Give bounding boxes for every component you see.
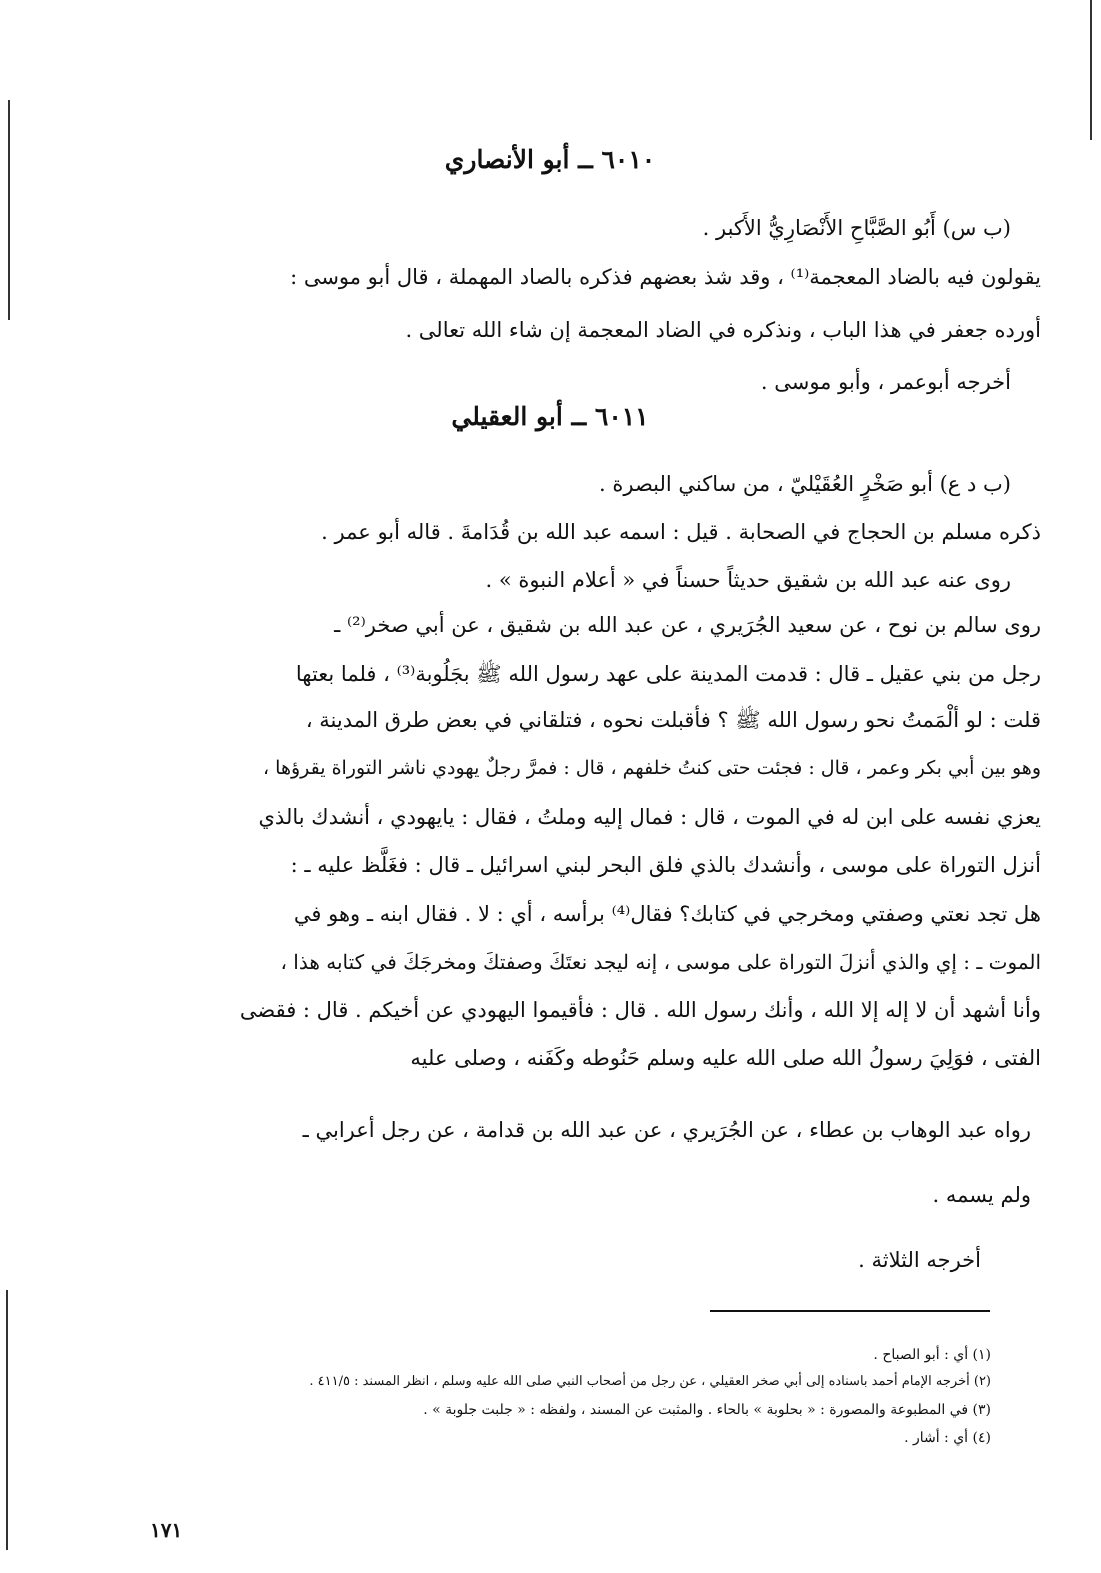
footnote: (٣) في المطبوعة والمصورة : « بحلوبة » بالحاء . والمثبت عن المسند ، ولفظه : « جلبت جلوبة » . — [423, 1402, 991, 1418]
entry-line: روى سالم بن نوح ، عن سعيد الجُرَيري ، عن عبد الله بن شقيق ، عن أبي صخر⁽²⁾ ـ — [334, 613, 1041, 637]
entry-line: قلت : لو ألْمَمتُ نحو رسول الله ﷺ ؟ فأقبلت نحوه ، فتلقاني في بعض طرق المدينة ، — [305, 708, 1041, 732]
entry-line: روى عنه عبد الله بن شقيق حديثاً حسناً في « أعلام النبوة » . — [485, 568, 1011, 592]
entry-line: يقولون فيه بالضاد المعجمة⁽¹⁾ ، وقد شذ بعضهم فذكره بالصاد المهملة ، قال أبو موسى : — [290, 265, 1041, 289]
entry-heading: ٦٠١٠ ــ أبو الأنصاري — [444, 145, 656, 174]
footnote-divider — [710, 1310, 990, 1312]
entry-heading: ٦٠١١ ــ أبو العقيلي — [451, 402, 649, 431]
entry-line: وهو بين أبي بكر وعمر ، قال : فجئت حتى كنتُ خلفهم ، قال : فمرَّ رجلٌ يهودي ناشر التوراة يقرؤها ، — [263, 757, 1041, 779]
entry-line: ذكره مسلم بن الحجاج في الصحابة . قيل : اسمه عبد الله بن قُدَامةَ . قاله أبو عمر . — [321, 520, 1041, 544]
entry-line: (ب س) أَبُو الصَّبَّاحِ الأَنْصَارِيُّ الأَكبر . — [702, 216, 1011, 240]
entry-line: وأنا أشهد أن لا إله إلا الله ، وأنك رسول الله . قال : فأقيموا اليهودي عن أخيكم . قال : فقضى — [239, 998, 1041, 1022]
scan-edge-right — [1090, 0, 1092, 140]
footnote: (١) أي : أبو الصباح . — [873, 1347, 991, 1363]
entry-line: رجل من بني عقيل ـ قال : قدمت المدينة على عهد رسول الله ﷺ بجَلُوبة⁽³⁾ ، فلما بعتها — [295, 662, 1041, 686]
entry-line: أورده جعفر في هذا الباب ، ونذكره في الضاد المعجمة إن شاء الله تعالى . — [405, 318, 1041, 342]
entry-line: الفتى ، فوَلِيَ رسولُ الله صلى الله عليه وسلم حَنُوطه وكَفَنه ، وصلى عليه — [410, 1046, 1041, 1070]
entry-line: (ب د ع) أبو صَخْرٍ العُقَيْليّ ، من ساكني البصرة . — [599, 472, 1011, 496]
entry-line: ولم يسمه . — [932, 1183, 1031, 1207]
entry-line: أخرجه أبوعمر ، وأبو موسى . — [760, 370, 1011, 394]
footnote: (٢) أخرجه الإمام أحمد باسناده إلى أبي صخر العقيلي ، عن رجل من أصحاب النبي صلى الله عليه وسلم ، انظر المسند : ٤١١/٥ . — [309, 1374, 991, 1389]
entry-line: هل تجد نعتي وصفتي ومخرجي في كتابك؟ فقال⁽⁴⁾ برأسه ، أي : لا . فقال ابنه ـ وهو في — [293, 902, 1041, 926]
entry-line: أنزل التوراة على موسى ، وأنشدك بالذي فلق البحر لبني اسرائيل ـ قال : فغَلَّظ عليه ـ : — [290, 853, 1041, 877]
entry-line: رواه عبد الوهاب بن عطاء ، عن الجُرَيري ، عن عبد الله بن قدامة ، عن رجل أعرابي ـ — [302, 1118, 1031, 1142]
entry-line: يعزي نفسه على ابن له في الموت ، قال : فمال إليه وملتُ ، فقال : يايهودي ، أنشدك بالذي — [258, 805, 1041, 829]
entry-line: أخرجه الثلاثة . — [858, 1248, 981, 1272]
entry-line: الموت ـ : إي والذي أنزلَ التوراة على موسى ، إنه ليجد نعتَكَ وصفتكَ ومخرجَكَ في كتابه هذا ، — [280, 950, 1041, 974]
scan-edge-left-lower — [6, 1290, 8, 1550]
scan-edge-left — [8, 100, 10, 320]
footnote: (٤) أي : أشار . — [904, 1430, 991, 1446]
page-number: ١٧١ — [150, 1518, 183, 1542]
